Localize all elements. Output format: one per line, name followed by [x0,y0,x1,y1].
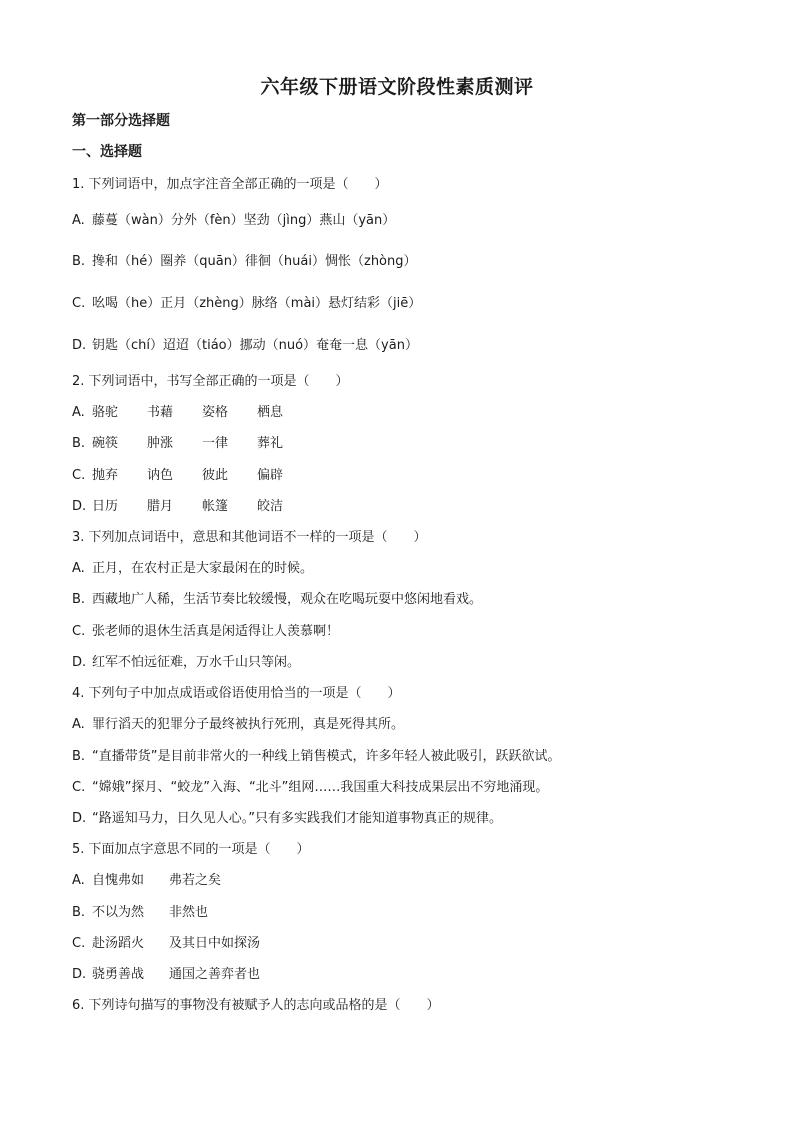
option-text: 藤蔓（wàn）分外（fèn）坚劲（jìng）燕山（yān） [92,213,396,228]
option-text: 红军不怕远征难，万水千山只等闲。 [92,655,301,670]
question-2-stem: 2. 下列词语中，书写全部正确的一项是（ ） [72,374,349,389]
question-5-option-a [72,869,221,888]
option-letter: B. [72,254,86,269]
option-text: 张老师的退休生活真是闲适得让人羡慕啊！ [92,624,340,639]
option-word: 偏辟 [257,468,284,483]
question-1-option-a [72,209,395,228]
option-word: 碗筷 [92,436,119,451]
question-3-option-a [72,557,313,576]
option-letter: D. [72,655,87,670]
option-letter: C. [72,468,86,483]
question-5-option-d [72,963,260,982]
option-word: 一律 [202,436,229,451]
option-word: 骆驼 [92,405,119,420]
option-letter: C. [72,624,86,639]
question-4-option-a [72,713,404,732]
option-text: “路遥知马力，日久见人心。”只有多实践我们才能知道事物真正的规律。 [92,811,502,826]
option-letter: D. [72,338,87,353]
part-heading: 第一部分选择题 [72,113,170,129]
question-2-option-c [72,464,312,483]
question-4-option-b [72,745,560,764]
option-text: 西藏地广人稀，生活节奏比较缓慢，观众在吃喝玩耍中悠闲地看戏。 [92,592,483,607]
question-2-option-d [72,495,312,514]
option-text: “嫦娥”探月、“蛟龙”入海、“北斗”组网……我国重大科技成果层出不穷地涌现。 [92,780,549,795]
question-1-option-d [72,334,418,353]
option-phrase: 及其日中如探汤 [169,936,261,951]
option-letter: A. [72,717,85,732]
option-text: 吆喝（he）正月（zhèng）脉络（mài）悬灯结彩（jiē） [92,296,422,311]
option-letter: B. [72,592,86,607]
option-word: 葬礼 [257,436,284,451]
option-text: “直播带货”是目前非常火的一种线上销售模式，许多年轻人被此吸引，跃跃欲试。 [92,749,561,764]
option-phrase: 非然也 [169,905,209,920]
option-letter: D. [72,967,87,982]
question-4-option-c [72,776,548,795]
option-letter: A. [72,561,85,576]
option-word: 腊月 [147,499,174,514]
option-text: 正月，在农村正是大家最闲在的时候。 [92,561,314,576]
question-5-option-c [72,932,260,951]
question-5-option-b [72,901,208,920]
option-word: 彼此 [202,468,229,483]
question-4-option-d [72,807,502,826]
question-2-option-b [72,432,312,451]
option-text: 搀和（hé）圈养（quān）徘徊（huái）惆怅（zhòng） [92,254,417,269]
option-letter: B. [72,436,86,451]
question-1-option-c [72,292,421,311]
section-heading: 一、选择题 [72,144,142,160]
question-3-option-b [72,588,482,607]
option-phrase: 弗若之矣 [169,873,222,888]
option-letter: A. [72,873,85,888]
option-phrase: 通国之善弈者也 [169,967,261,982]
option-word: 姿格 [202,405,229,420]
option-word: 帐篷 [202,499,229,514]
option-letter: A. [72,213,85,228]
question-4-stem: 4. 下列句子中加点成语或俗语使用恰当的一项是（ ） [72,686,401,701]
question-1-stem: 1. 下列词语中，加点字注音全部正确的一项是（ ） [72,177,388,192]
option-word: 肿涨 [147,436,174,451]
option-letter: D. [72,811,87,826]
question-5-stem: 5. 下面加点字意思不同的一项是（ ） [72,842,310,857]
question-2-option-a [72,401,312,420]
option-letter: C. [72,780,86,795]
question-3-stem: 3. 下列加点词语中，意思和其他词语不一样的一项是（ ） [72,530,427,545]
question-3-option-c [72,620,339,639]
option-word: 栖息 [257,405,284,420]
option-text: 罪行滔天的犯罪分子最终被执行死刑，真是死得其所。 [92,717,405,732]
option-phrase: 骁勇善战 [92,967,145,982]
option-word: 讷色 [147,468,174,483]
question-3-option-d [72,651,300,670]
option-phrase: 不以为然 [92,905,145,920]
option-word: 皎洁 [257,499,284,514]
option-letter: A. [72,405,85,420]
question-1-option-b [72,250,417,269]
option-phrase: 自愧弗如 [92,873,145,888]
option-text: 钥匙（chí）迢迢（tiáo）挪动（nuó）奄奄一息（yān） [92,338,418,353]
question-6-stem: 6. 下列诗句描写的事物没有被赋予人的志向或品格的是（ ） [72,998,440,1013]
option-word: 日历 [92,499,119,514]
option-letter: C. [72,296,86,311]
option-word: 书藉 [147,405,174,420]
option-letter: B. [72,905,86,920]
option-letter: C. [72,936,86,951]
page-title: 六年级下册语文阶段性素质测评 [260,76,534,98]
option-word: 抛弃 [92,468,119,483]
option-letter: D. [72,499,87,514]
option-phrase: 赴汤蹈火 [92,936,145,951]
option-letter: B. [72,749,86,764]
